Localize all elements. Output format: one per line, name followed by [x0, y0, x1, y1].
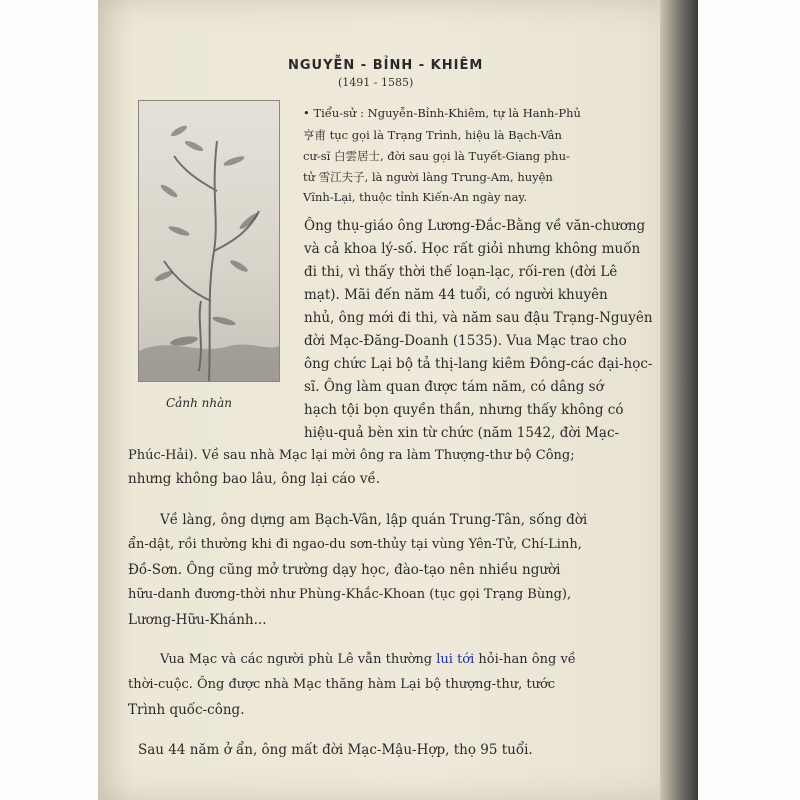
p2-line-10: hiệu-quả bèn xin từ chức (năm 1542, đời Mạc- — [304, 425, 620, 441]
bio-line-2: 亨甫 tục gọi là Trạng Trình, hiệu là Bạch-Vân — [303, 128, 562, 142]
page-years: (1491 - 1585) — [338, 76, 414, 89]
p3-line-1: Về làng, ông dựng am Bạch-Vân, lập quán Trung-Tân, sống đời — [160, 512, 588, 528]
p2-line-11: Phúc-Hải). Về sau nhà Mạc lại mời ông ra làm Thượng-thư bộ Công; — [128, 448, 575, 463]
image-caption: Cảnh nhàn — [166, 396, 232, 410]
p2-line-8: sĩ. Ông làm quan được tám năm, có dâng sớ — [304, 379, 604, 395]
p2-line-9: hạch tội bọn quyền thần, nhưng thấy không có — [304, 402, 624, 418]
book-spine-shadow — [660, 0, 698, 800]
p2-line-4: mạt). Mãi đến năm 44 tuổi, có người khuyên — [304, 287, 608, 303]
bio-line-1: • Tiểu-sử : Nguyễn-Bỉnh-Khiêm, tự là Hanh-Phủ — [303, 106, 581, 120]
ink-painting-image — [138, 100, 280, 382]
page-title: NGUYỄN - BỈNH - KHIÊM — [288, 58, 484, 73]
p2-line-1: Ông thụ-giáo ông Lương-Đắc-Bằng về văn-chương — [304, 218, 646, 234]
p4-line-3: Trình quốc-công. — [128, 702, 245, 718]
p2-line-2: và cả khoa lý-số. Học rất giỏi nhưng không muốn — [304, 241, 641, 257]
p3-line-4: hữu-danh đương-thời như Phùng-Khắc-Khoan (tục gọi Trạng Bùng), — [128, 587, 572, 602]
book-page — [98, 0, 698, 800]
p2-line-12: nhưng không bao lâu, ông lại cáo về. — [128, 471, 381, 487]
p4-line-1-start: Vua Mạc và các người phù Lê vẫn thường — [160, 652, 433, 667]
p3-line-2: ẩn-dật, rồi thường khi đi ngao-du sơn-thủy tại vùng Yên-Tử, Chí-Linh, — [128, 537, 582, 552]
p2-line-5: nhủ, ông mới đi thi, và năm sau đậu Trạng-Nguyên — [304, 310, 653, 326]
p4-highlight-handwritten: lui tới — [436, 652, 475, 667]
p3-line-3: Đồ-Sơn. Ông cũng mở trường dạy học, đào-tạo nên nhiều người — [128, 562, 561, 578]
bio-line-4: tử 雪江夫子, là người làng Trung-Am, huyện — [303, 170, 553, 184]
p2-line-3: đi thi, vì thấy thời thế loạn-lạc, rối-ren (đời Lê — [304, 264, 618, 280]
p4-line-2: thời-cuộc. Ông được nhà Mạc thăng hàm Lại bộ thượng-thư, tước — [128, 677, 556, 692]
p5-line: Sau 44 năm ở ẩn, ông mất đời Mạc-Mậu-Hợp, thọ 95 tuổi. — [138, 742, 533, 758]
p4-line-1-end: hỏi-han ông về — [478, 652, 576, 667]
p2-line-7: ông chức Lại bộ tả thị-lang kiêm Đông-các đại-học- — [304, 356, 653, 372]
p4-line-1 — [160, 652, 576, 667]
p2-line-6: đời Mạc-Đăng-Doanh (1535). Vua Mạc trao cho — [304, 333, 627, 349]
p3-line-5: Lương-Hữu-Khánh... — [128, 612, 267, 628]
bio-line-5: Vĩnh-Lại, thuộc tỉnh Kiến-An ngày nay. — [303, 190, 528, 204]
bamboo-painting-icon — [139, 101, 279, 381]
bio-line-3: cư-sĩ 白雲居士, đời sau gọi là Tuyết-Giang phu- — [303, 149, 570, 163]
